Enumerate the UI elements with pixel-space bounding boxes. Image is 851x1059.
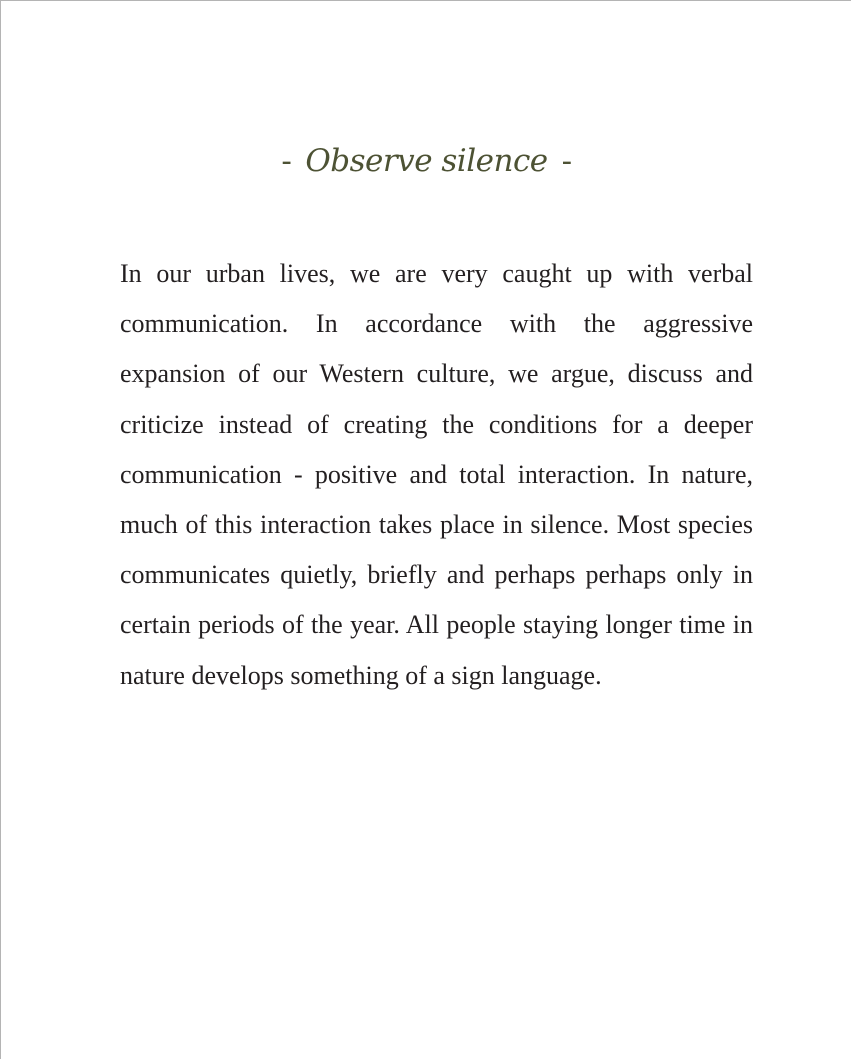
title-text: Observe silence <box>305 143 548 179</box>
title-dash-right: - <box>561 143 572 179</box>
title-dash-left: - <box>281 143 292 179</box>
body-paragraph: In our urban lives, we are very caught up with verbal communication. In accordance with the aggressive expansion of our Western culture, we argue, discuss and criticize instead of creating the conditions for a deeper communication - positive and total interaction. In nature, much of this interaction takes place in silence. Most species communicates quietly, briefly and perhaps perhaps only in certain periods of the year. All people staying longer time in nature develops something of a sign language. <box>120 259 753 690</box>
page-title <box>1 139 851 183</box>
